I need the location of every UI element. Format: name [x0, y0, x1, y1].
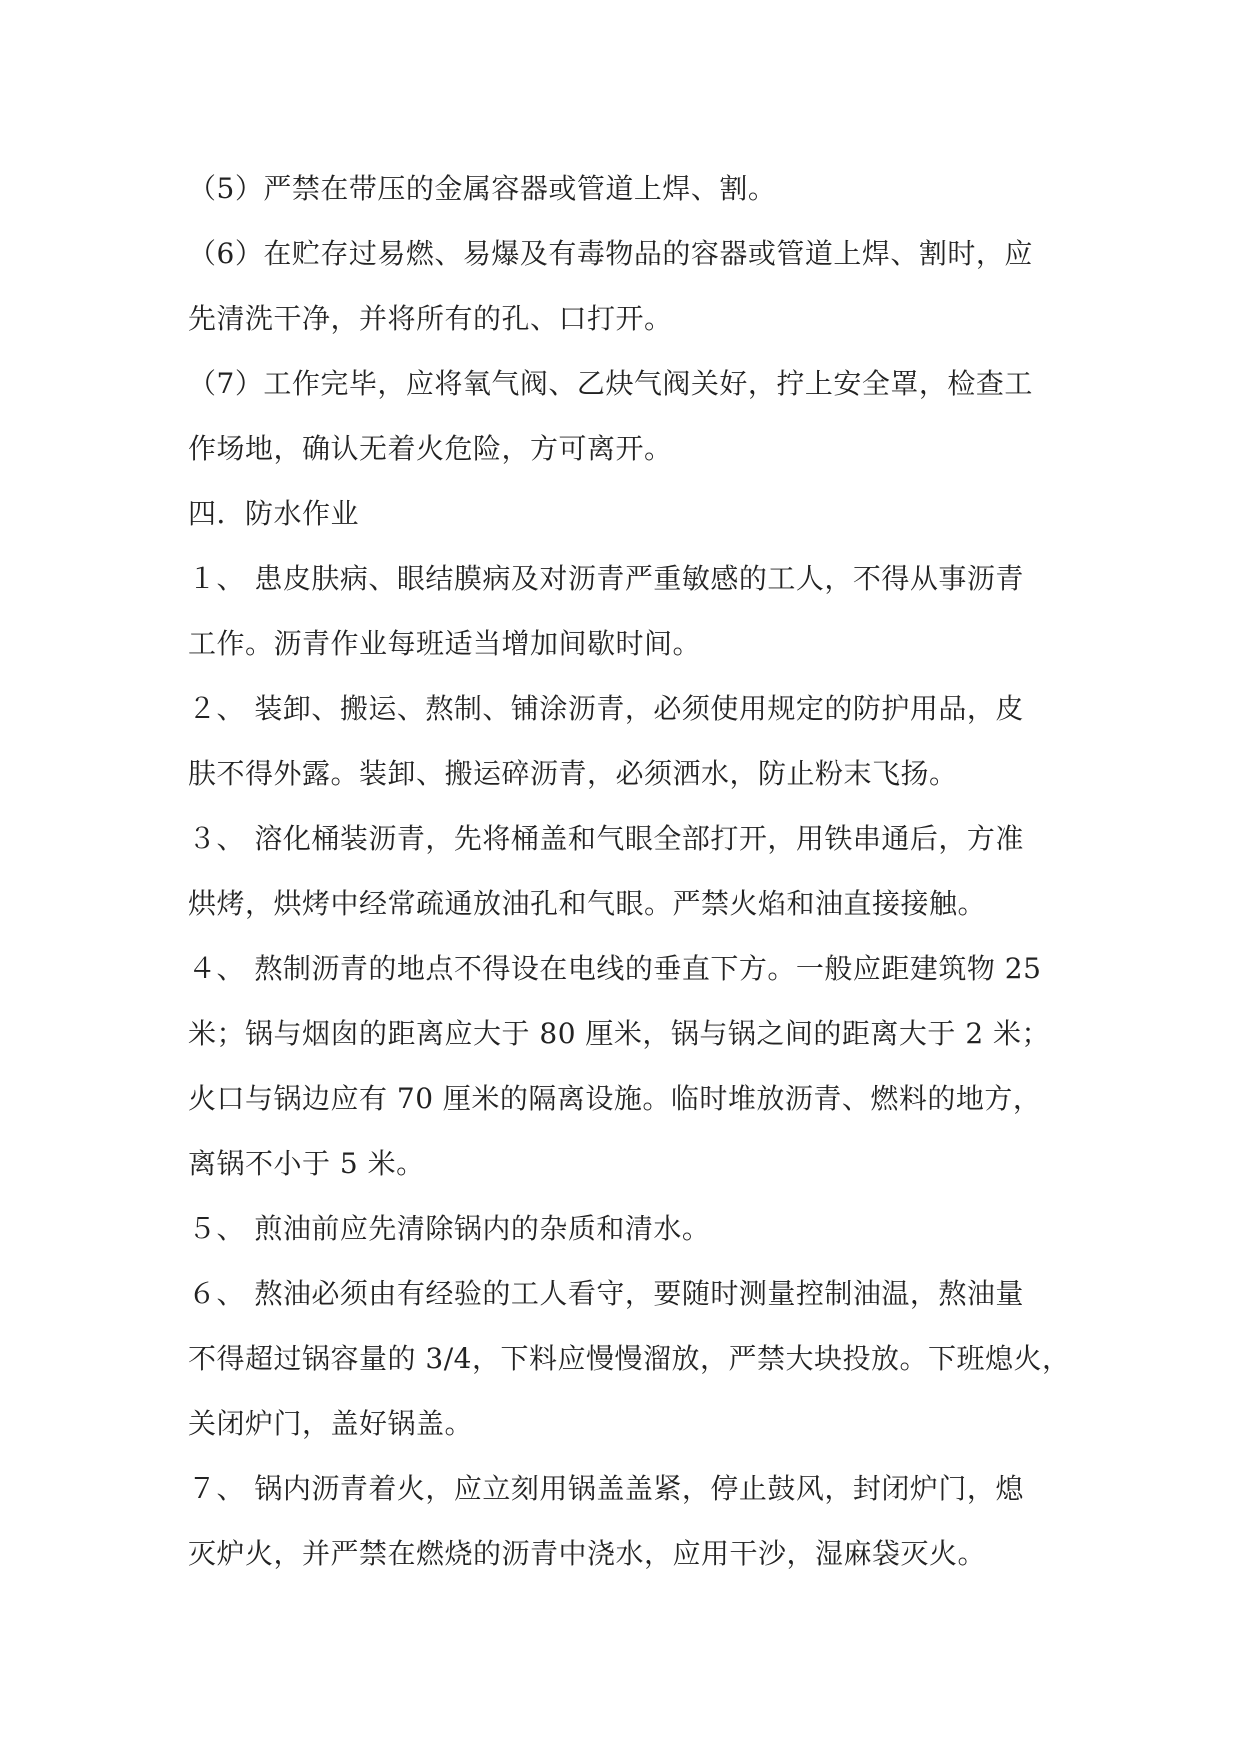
- text-line: ５、 煎油前应先清除锅内的杂质和清水。: [188, 1212, 711, 1245]
- text-line: 先清洗干净，并将所有的孔、口打开。: [188, 302, 673, 335]
- text-line: 工作。沥青作业每班适当增加间歇时间。: [188, 627, 702, 660]
- text-line: （5）严禁在带压的金属容器或管道上焊、割。: [188, 172, 777, 205]
- text-line: 肤不得外露。装卸、搬运碎沥青，必须洒水，防止粉末飞扬。: [188, 757, 958, 790]
- text-line: 烘烤，烘烤中经常疏通放油孔和气眼。严禁火焰和油直接接触。: [188, 887, 987, 920]
- text-line: ３、 溶化桶装沥青，先将桶盖和气眼全部打开，用铁串通后，方准: [188, 822, 1024, 855]
- text-line: （6）在贮存过易燃、易爆及有毒物品的容器或管道上焊、割时，应: [188, 237, 1033, 270]
- text-line: 灭炉火，并严禁在燃烧的沥青中浇水，应用干沙，湿麻袋灭火。: [188, 1537, 987, 1570]
- text-line: 离锅不小于 5 米。: [188, 1147, 425, 1180]
- text-line: 火口与锅边应有 70 厘米的隔离设施。临时堆放沥青、燃料的地方，: [188, 1082, 1042, 1115]
- text-line: ７、 锅内沥青着火，应立刻用锅盖盖紧，停止鼓风，封闭炉门，熄: [188, 1472, 1024, 1505]
- text-line: 关闭炉门，盖好锅盖。: [188, 1407, 474, 1440]
- text-line: 米；锅与烟囱的距离应大于 80 厘米，锅与锅之间的距离大于 2 米；: [188, 1017, 1051, 1050]
- text-line: ６、 熬油必须由有经验的工人看守，要随时测量控制油温，熬油量: [188, 1277, 1024, 1310]
- text-line: （7）工作完毕，应将氧气阀、乙炔气阀关好，拧上安全罩，检查工: [188, 367, 1033, 400]
- text-line: 作场地，确认无着火危险，方可离开。: [188, 432, 673, 465]
- section-heading: 四．防水作业: [188, 497, 360, 530]
- document-body: [188, 156, 1071, 1586]
- text-line: 不得超过锅容量的 3/4，下料应慢慢溜放，严禁大块投放。下班熄火，: [188, 1342, 1071, 1375]
- text-line: ４、 熬制沥青的地点不得设在电线的垂直下方。一般应距建筑物 25: [188, 952, 1042, 985]
- text-line: ２、 装卸、搬运、熬制、铺涂沥青，必须使用规定的防护用品，皮: [188, 692, 1024, 725]
- text-line: １、 患皮肤病、眼结膜病及对沥青严重敏感的工人，不得从事沥青: [188, 562, 1024, 595]
